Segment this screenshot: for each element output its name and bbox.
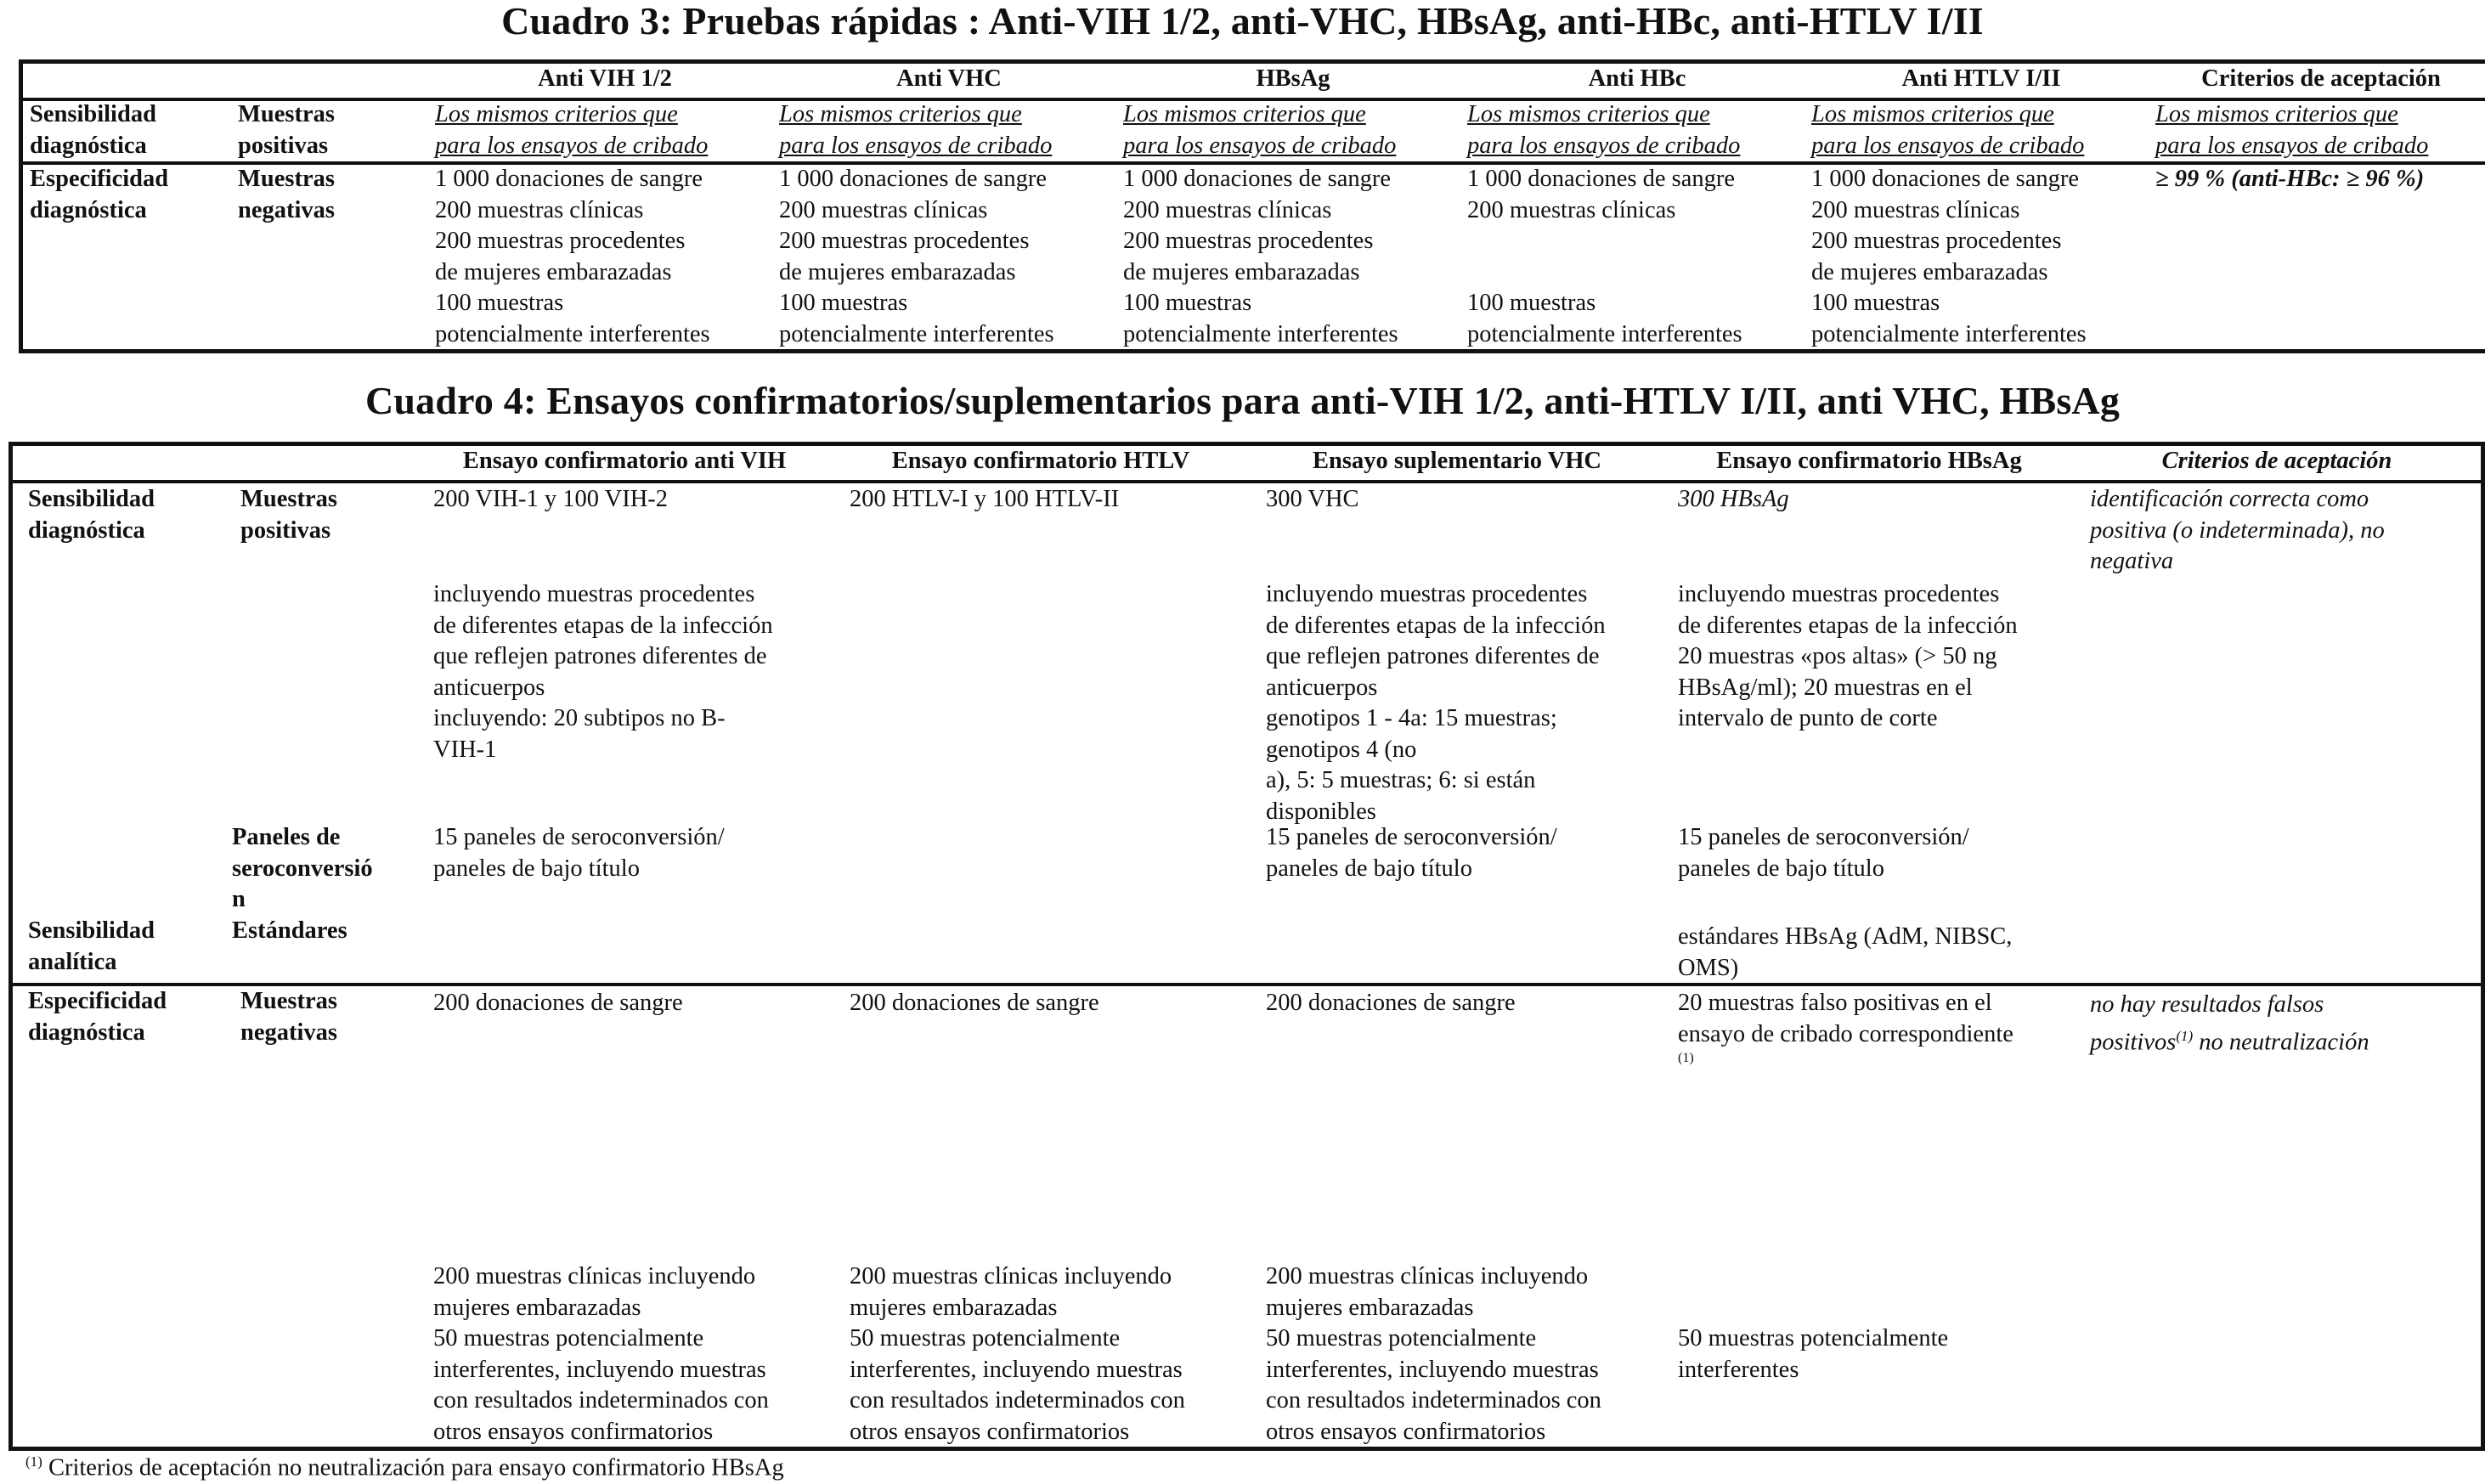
table4-header-rule bbox=[13, 480, 2481, 483]
t4-spec-criteria bbox=[2090, 990, 2369, 1058]
t4-header-vhc: Ensayo suplementario VHC bbox=[1313, 448, 1601, 474]
t3-header-hbsag: HBsAg bbox=[1256, 65, 1330, 92]
t4-sens-vhc-detail: incluyendo muestras procedentes de diferentes etapas de la infección que reflejen patrones diferentes de anticuerpos genotipos 1 - 4a: 15 muestras; genotipos 4 (no a), 5: 5 muestras; 6: si están disponibles bbox=[1266, 581, 1606, 825]
t4-sens-vhc: 300 VHC bbox=[1266, 486, 1359, 512]
t3-sens-anti-hbc: Los mismos criterios que para los ensayos de cribado bbox=[1467, 101, 1741, 159]
t3-spec-anti-vhc: 1 000 donaciones de sangre 200 muestras clínicas 200 muestras procedentes de mujeres embarazadas 100 muestras potencialmente interferentes bbox=[779, 166, 1054, 347]
t4-sens-criteria: identificación correcta como positiva (o indeterminada), no negativa bbox=[2090, 486, 2385, 574]
t4-panels-vih: 15 paneles de seroconversión/ paneles de bajo título bbox=[433, 824, 725, 882]
t4-panels-hbsag: 15 paneles de seroconversión/ paneles de bajo título bbox=[1678, 824, 1969, 882]
t3-spec-anti-hbc: 1 000 donaciones de sangre 200 muestras clínicas bbox=[1467, 166, 1735, 223]
t4-spec-criteria-a: no hay resultados falsos positivos bbox=[2090, 991, 2324, 1055]
t3-header-anti-hbc: Anti HBc bbox=[1588, 65, 1686, 92]
footnote-text: Criterios de aceptación no neutralización para ensayo confirmatorio HBsAg bbox=[42, 1454, 784, 1481]
t3-row-sens-sample: Muestras positivas bbox=[238, 101, 335, 159]
t3-sens-anti-vhc: Los mismos criterios que para los ensayos de cribado bbox=[779, 101, 1053, 159]
t4-spec-vih: 200 donaciones de sangre bbox=[433, 990, 683, 1016]
t4-sens-diag-label: Sensibilidad diagnóstica bbox=[28, 486, 155, 544]
t4-spec-vhc-bottom: 200 muestras clínicas incluyendo mujeres embarazadas 50 muestras potencialmente interferentes, incluyendo muestras con resultados indeterminados con otros ensayos confirmatorios bbox=[1266, 1263, 1601, 1445]
t4-spec-hbsag: 20 muestras falso positivas en el ensayo de cribado correspondiente bbox=[1678, 990, 2013, 1047]
t3-spec-hbsag: 1 000 donaciones de sangre 200 muestras clínicas 200 muestras procedentes de mujeres embarazadas 100 muestras potencialmente interferentes bbox=[1123, 166, 1398, 347]
t4-spec-sample: Muestras negativas bbox=[240, 988, 337, 1046]
footnote-mark: (1) bbox=[25, 1453, 42, 1470]
t3-sens-criteria: Los mismos criterios que para los ensayos de cribado bbox=[2155, 101, 2429, 159]
t3-sens-hbsag: Los mismos criterios que para los ensayos de cribado bbox=[1123, 101, 1397, 159]
t4-sens-hbsag: 300 HBsAg bbox=[1678, 486, 1789, 512]
t3-spec-anti-vih: 1 000 donaciones de sangre 200 muestras clínicas 200 muestras procedentes de mujeres embarazadas 100 muestras potencialmente interferentes bbox=[435, 166, 710, 347]
t4-sens-diag-sample: Muestras positivas bbox=[240, 486, 337, 544]
t3-spec-anti-htlv: 1 000 donaciones de sangre 200 muestras clínicas 200 muestras procedentes de mujeres embarazadas 100 muestras potencialmente interferentes bbox=[1811, 166, 2087, 347]
t4-sens-hbsag-detail: incluyendo muestras procedentes de diferentes etapas de la infección 20 muestras «pos altas» (> 50 ng HBsAg/ml); 20 muestras en el intervalo de punto de corte bbox=[1678, 581, 2018, 731]
table4-row-rule bbox=[13, 983, 2481, 986]
t4-spec-htlv-bottom: 200 muestras clínicas incluyendo mujeres embarazadas 50 muestras potencialmente interferentes, incluyendo muestras con resultados indeterminados con otros ensayos confirmatorios bbox=[850, 1263, 1185, 1445]
t3-spec-anti-hbc-extra: 100 muestras potencialmente interferentes bbox=[1467, 290, 1742, 347]
t4-spec-htlv: 200 donaciones de sangre bbox=[850, 990, 1099, 1016]
t4-sens-anal-hbsag: estándares HBsAg (AdM, NIBSC, OMS) bbox=[1678, 923, 2013, 981]
table4 bbox=[8, 442, 2485, 1451]
table4-title: Cuadro 4: Ensayos confirmatorios/suplementarios para anti-VIH 1/2, anti-HTLV I/II, anti VHC, HBsAg bbox=[364, 379, 2121, 422]
t4-spec-hbsag-mark: (1) bbox=[1678, 1051, 1694, 1065]
t3-sens-anti-vih: Los mismos criterios que para los ensayos de cribado bbox=[435, 101, 709, 159]
t4-header-htlv: Ensayo confirmatorio HTLV bbox=[891, 448, 1190, 474]
t4-spec-label: Especificidad diagnóstica bbox=[28, 988, 167, 1046]
t4-spec-criteria-b: no neutralización bbox=[2193, 1029, 2369, 1055]
t4-header-criteria: Criterios de aceptación bbox=[2161, 448, 2392, 474]
footnote bbox=[25, 1447, 784, 1484]
t4-sens-vih: 200 VIH-1 y 100 VIH-2 bbox=[433, 486, 669, 512]
t4-sens-anal-sample: Estándares bbox=[232, 917, 347, 944]
t4-sens-vih-detail: incluyendo muestras procedentes de diferentes etapas de la infección que reflejen patrones diferentes de anticuerpos incluyendo: 20 subtipos no B- VIH-1 bbox=[433, 581, 773, 763]
t4-header-vih: Ensayo confirmatorio anti VIH bbox=[462, 448, 787, 474]
t3-row-spec-sample: Muestras negativas bbox=[238, 166, 335, 223]
table3 bbox=[19, 59, 2485, 353]
t3-sens-anti-htlv: Los mismos criterios que para los ensayos de cribado bbox=[1811, 101, 2085, 159]
t3-header-criteria: Criterios de aceptación bbox=[2201, 65, 2441, 92]
t4-header-hbsag: Ensayo confirmatorio HBsAg bbox=[1716, 448, 2022, 474]
t3-header-anti-vih: Anti VIH 1/2 bbox=[538, 65, 672, 92]
t3-row-sens-label: Sensibilidad diagnóstica bbox=[30, 101, 156, 159]
t4-spec-vih-bottom: 200 muestras clínicas incluyendo mujeres embarazadas 50 muestras potencialmente interferentes, incluyendo muestras con resultados indeterminados con otros ensayos confirmatorios bbox=[433, 1263, 769, 1445]
t3-spec-criteria: ≥ 99 % (anti-HBc: ≥ 96 %) bbox=[2155, 166, 2425, 192]
t4-spec-hbsag-bottom: 50 muestras potencialmente interferentes bbox=[1678, 1325, 1949, 1383]
t4-panels-vhc: 15 paneles de seroconversión/ paneles de bajo título bbox=[1266, 824, 1557, 882]
t3-header-anti-vhc: Anti VHC bbox=[896, 65, 1002, 92]
t4-spec-criteria-sup: (1) bbox=[2176, 1027, 2194, 1044]
t4-panels-sample: Paneles de seroconversió n bbox=[232, 824, 373, 912]
t4-spec-vhc: 200 donaciones de sangre bbox=[1266, 990, 1516, 1016]
t4-sens-anal-label: Sensibilidad analítica bbox=[28, 917, 155, 975]
t3-row-spec-label: Especificidad diagnóstica bbox=[30, 166, 169, 223]
t4-sens-htlv: 200 HTLV-I y 100 HTLV-II bbox=[850, 486, 1120, 512]
table3-title: Cuadro 3: Pruebas rápidas : Anti-VIH 1/2, anti-VHC, HBsAg, anti-HBc, anti-HTLV I/II bbox=[501, 0, 1984, 42]
t3-header-anti-htlv: Anti HTLV I/II bbox=[1901, 65, 2061, 92]
